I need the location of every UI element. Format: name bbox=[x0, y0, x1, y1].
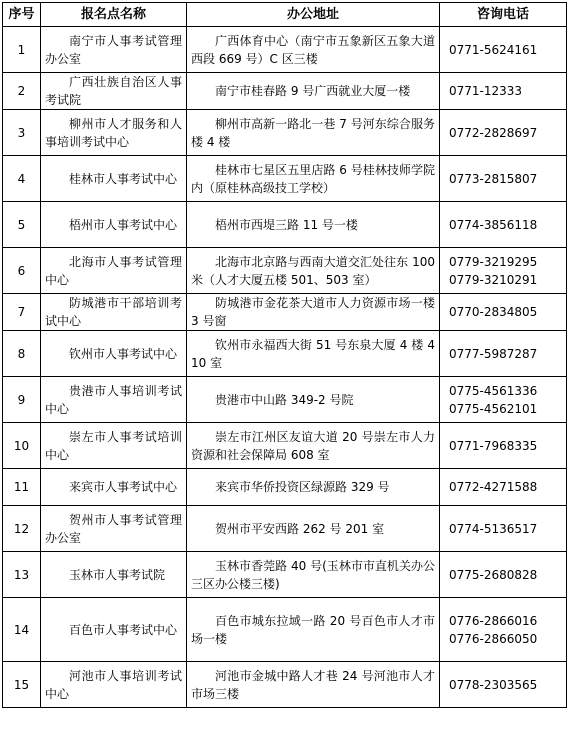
registration-point-name: 广西壮族自治区人事考试院 bbox=[41, 73, 187, 110]
consult-phone bbox=[440, 27, 567, 73]
table-row bbox=[3, 598, 567, 662]
phone-number: 0774-5136517 bbox=[449, 521, 538, 536]
table-row bbox=[3, 202, 567, 248]
registration-point-name: 柳州市人才服务和人事培训考试中心 bbox=[41, 110, 187, 156]
office-address: 南宁市桂春路 9 号广西就业大厦一楼 bbox=[187, 73, 440, 110]
office-address: 梧州市西堤三路 11 号一楼 bbox=[187, 202, 440, 248]
phone-number: 0779-3210291 bbox=[449, 272, 538, 287]
phone-number: 0776-2866016 bbox=[449, 613, 538, 628]
row-number: 7 bbox=[3, 294, 41, 331]
phone-number: 0772-2828697 bbox=[449, 125, 538, 140]
phone-number: 0777-5987287 bbox=[449, 346, 538, 361]
registration-point-name: 北海市人事考试管理中心 bbox=[41, 248, 187, 294]
office-address: 来宾市华侨投资区绿源路 329 号 bbox=[187, 469, 440, 506]
office-address: 北海市北京路与西南大道交汇处往东 100 米（人才大厦五楼 501、503 室） bbox=[187, 248, 440, 294]
registration-point-name: 百色市人事考试中心 bbox=[41, 598, 187, 662]
row-number: 10 bbox=[3, 423, 41, 469]
row-number: 1 bbox=[3, 27, 41, 73]
phone-number: 0772-4271588 bbox=[449, 480, 538, 494]
registration-point-name: 桂林市人事考试中心 bbox=[41, 156, 187, 202]
registration-point-name: 南宁市人事考试管理办公室 bbox=[41, 27, 187, 73]
row-number: 12 bbox=[3, 506, 41, 552]
office-address: 河池市金城中路人才巷 24 号河池市人才市场三楼 bbox=[187, 662, 440, 708]
consult-phone bbox=[440, 598, 567, 662]
row-number: 14 bbox=[3, 598, 41, 662]
table-row bbox=[3, 469, 567, 506]
table-row bbox=[3, 331, 567, 377]
consult-phone bbox=[440, 377, 567, 423]
phone-number: 0779-3219295 bbox=[449, 254, 538, 269]
phone-number: 0774-3856118 bbox=[449, 217, 538, 232]
phone-number: 0775-2680828 bbox=[449, 567, 538, 582]
consult-phone bbox=[440, 73, 567, 110]
office-address: 崇左市江州区友谊大道 20 号崇左市人力资源和社会保障局 608 室 bbox=[187, 423, 440, 469]
phone-number: 0771-5624161 bbox=[449, 42, 538, 57]
row-number: 6 bbox=[3, 248, 41, 294]
table-row bbox=[3, 110, 567, 156]
consult-phone bbox=[440, 423, 567, 469]
office-address: 柳州市高新一路北一巷 7 号河东综合服务楼 4 楼 bbox=[187, 110, 440, 156]
phone-number: 0770-2834805 bbox=[449, 305, 538, 319]
phone-number: 0775-4561336 bbox=[449, 383, 538, 398]
phone-number: 0776-2866050 bbox=[449, 631, 538, 646]
registration-point-name: 防城港市干部培训考试中心 bbox=[41, 294, 187, 331]
row-number: 4 bbox=[3, 156, 41, 202]
registration-point-name: 河池市人事培训考试中心 bbox=[41, 662, 187, 708]
office-address: 贵港市中山路 349-2 号院 bbox=[187, 377, 440, 423]
office-address: 百色市城东拉域一路 20 号百色市人才市场一楼 bbox=[187, 598, 440, 662]
phone-number: 0773-2815807 bbox=[449, 171, 538, 186]
table-row bbox=[3, 73, 567, 110]
table-row bbox=[3, 506, 567, 552]
office-address: 防城港市金花茶大道市人力资源市场一楼 3 号窗 bbox=[187, 294, 440, 331]
registration-point-name: 贺州市人事考试管理办公室 bbox=[41, 506, 187, 552]
table-row bbox=[3, 294, 567, 331]
consult-phone bbox=[440, 294, 567, 331]
table-header-row bbox=[3, 3, 567, 27]
phone-number: 0778-2303565 bbox=[449, 677, 538, 692]
table-row bbox=[3, 552, 567, 598]
row-number: 11 bbox=[3, 469, 41, 506]
registration-point-name: 来宾市人事考试中心 bbox=[41, 469, 187, 506]
row-number: 3 bbox=[3, 110, 41, 156]
office-address: 桂林市七星区五里店路 6 号桂林技师学院内（原桂林高级技工学校） bbox=[187, 156, 440, 202]
consult-phone bbox=[440, 506, 567, 552]
header-name: 报名点名称 bbox=[41, 3, 187, 27]
consult-phone bbox=[440, 156, 567, 202]
exam-registration-table bbox=[2, 2, 567, 708]
consult-phone bbox=[440, 110, 567, 156]
registration-point-name: 贵港市人事培训考试中心 bbox=[41, 377, 187, 423]
row-number: 8 bbox=[3, 331, 41, 377]
phone-number: 0771-12333 bbox=[449, 84, 523, 98]
row-number: 15 bbox=[3, 662, 41, 708]
table-row bbox=[3, 423, 567, 469]
consult-phone bbox=[440, 248, 567, 294]
office-address: 钦州市永福西大街 51 号东泉大厦 4 楼 410 室 bbox=[187, 331, 440, 377]
consult-phone bbox=[440, 202, 567, 248]
office-address: 玉林市香莞路 40 号(玉林市市直机关办公三区办公楼三楼) bbox=[187, 552, 440, 598]
table-row bbox=[3, 377, 567, 423]
row-number: 5 bbox=[3, 202, 41, 248]
consult-phone bbox=[440, 662, 567, 708]
header-no: 序号 bbox=[3, 3, 41, 27]
table-body bbox=[3, 27, 567, 708]
row-number: 13 bbox=[3, 552, 41, 598]
registration-point-name: 玉林市人事考试院 bbox=[41, 552, 187, 598]
table-row bbox=[3, 156, 567, 202]
table-row bbox=[3, 662, 567, 708]
table-row bbox=[3, 248, 567, 294]
phone-number: 0771-7968335 bbox=[449, 438, 538, 453]
consult-phone bbox=[440, 469, 567, 506]
row-number: 9 bbox=[3, 377, 41, 423]
table-row bbox=[3, 27, 567, 73]
phone-number: 0775-4562101 bbox=[449, 401, 538, 416]
consult-phone bbox=[440, 552, 567, 598]
office-address: 贺州市平安西路 262 号 201 室 bbox=[187, 506, 440, 552]
row-number: 2 bbox=[3, 73, 41, 110]
header-phone: 咨询电话 bbox=[440, 3, 567, 27]
office-address: 广西体育中心（南宁市五象新区五象大道西段 669 号）C 区三楼 bbox=[187, 27, 440, 73]
consult-phone bbox=[440, 331, 567, 377]
header-address: 办公地址 bbox=[187, 3, 440, 27]
registration-point-name: 梧州市人事考试中心 bbox=[41, 202, 187, 248]
registration-point-name: 崇左市人事考试培训中心 bbox=[41, 423, 187, 469]
registration-point-name: 钦州市人事考试中心 bbox=[41, 331, 187, 377]
